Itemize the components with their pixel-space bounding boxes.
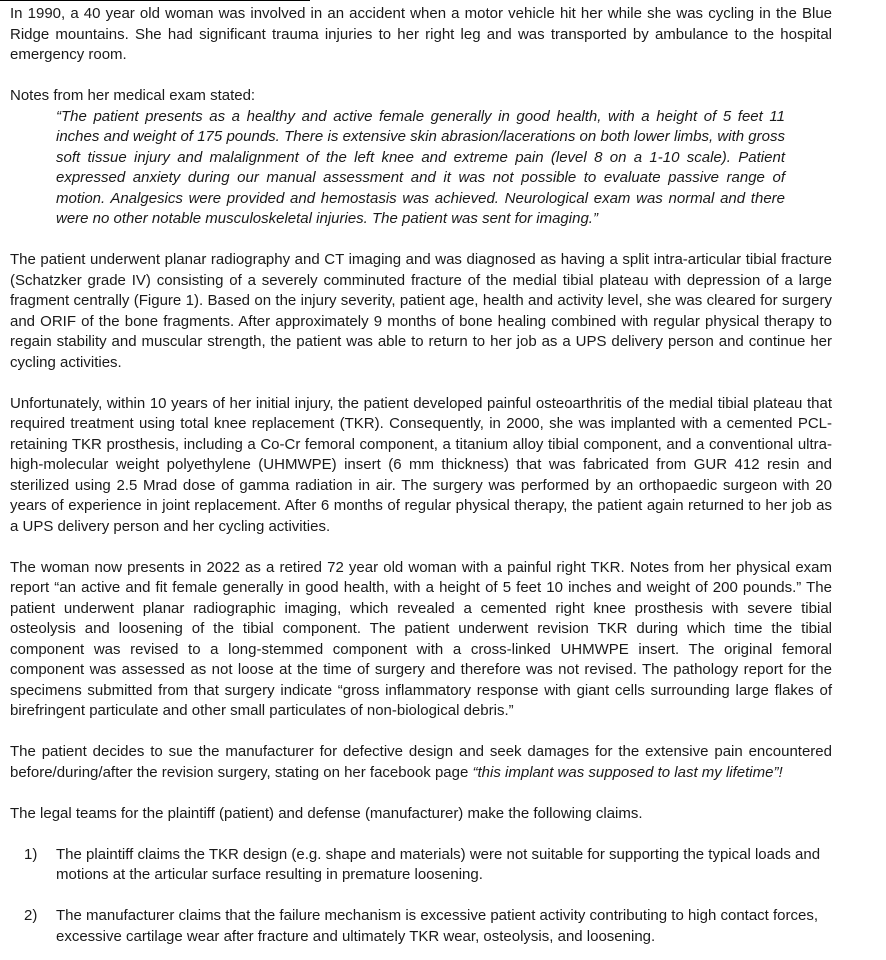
document-body: [10, 4, 832, 947]
revision-paragraph: The woman now presents in 2022 as a retired 72 year old woman with a painful right TKR. Notes from her physical exam report “an active and fit female generally in good health, with a height of 5 feet 10 inches and weight of 200 pounds.” The patient underwent planar radiographic imaging, which revealed a cemented right knee prosthesis with severe tibial osteolysis and loosening of the tibial component. The patient underwent revision TKR during which time the tibial component was revised to a long-stemmed component with a cross-linked UHMWPE insert. The original femoral component was assessed as not loose at the time of surgery and therefore was not revised. The pathology report for the specimens submitted from that surgery indicate “gross inflammatory response with giant cells surrounding large flakes of birefringent particulate and other small particulates of non-biological debris.”: [10, 558, 832, 719]
claim-number: 1): [24, 845, 38, 863]
lawsuit-text: The patient decides to sue the manufacturer for defective design and seek damages for the extensive pain encountered before/during/after the revision surgery, stating on her facebook page: [10, 743, 832, 781]
claim-number: 2): [24, 907, 38, 924]
claim-item: [10, 845, 832, 886]
medical-exam-quote: “The patient presents as a healthy and active female generally in good health, with a height of 5 feet 11 inches and weight of 175 pounds. There is extensive skin abrasion/lacerations on both lower limbs, with gross soft tissue injury and malalignment of the left knee and extreme pain (level 8 on a 1-10 scale). Patient expressed anxiety during our manual assessment and it was not possible to evaluate passive range of motion. Analgesics were provided and hemostasis was achieved. Neurological exam was normal and there were no other notable musculoskeletal injuries. The patient was sent for imaging.”: [56, 107, 785, 227]
tkr-paragraph: Unfortunately, within 10 years of her initial injury, the patient developed painful osteoarthritis of the medial tibial plateau that required treatment using total knee replacement (TKR). Consequently, in 2000, she was implanted with a cemented PCL-retaining TKR prosthesis, including a Co-Cr femoral component, a titanium alloy tibial component, and a conventional ultra-high-molecular weight polyethylene (UHMWPE) insert (6 mm thickness) that was fabricated from GUR 412 resin and sterilized using 2.5 Mrad dose of gamma radiation in air. The surgery was performed by an orthopaedic surgeon with 20 years of experience in joint replacement. After 6 months of regular physical therapy, the patient again returned to her job as a UPS delivery person and her cycling activities.: [10, 394, 832, 535]
diagnosis-paragraph: The patient underwent planar radiography and CT imaging and was diagnosed as having a split intra-articular tibial fracture (Schatzker grade IV) consisting of a severely comminuted fracture of the medial tibial plateau with depression of a large fragment centrally (Figure 1). Based on the injury severity, patient age, health and activity level, she was cleared for surgery and ORIF of the bone fragments. After approximately 9 months of bone healing combined with regular physical therapy to regain stability and muscular strength, the patient was able to return to her job as a UPS delivery person and continue her cycling activities.: [10, 251, 832, 371]
notes-label: Notes from her medical exam stated:: [10, 87, 256, 104]
claim-item: [10, 906, 832, 947]
lawsuit-quote: “this implant was supposed to last my lifetime”!: [472, 763, 783, 781]
intro-paragraph: In 1990, a 40 year old woman was involved in an accident when a motor vehicle hit her while she was cycling in the Blue Ridge mountains. She had significant trauma injuries to her right leg and was transported by ambulance to the hospital emergency room.: [10, 5, 832, 63]
header-rule: [0, 0, 310, 1]
lawsuit-paragraph: [10, 742, 832, 783]
claims-intro: The legal teams for the plaintiff (patient) and defense (manufacturer) make the following claims.: [10, 804, 643, 822]
claim-text: The plaintiff claims the TKR design (e.g. shape and materials) were not suitable for supporting the typical loads and motions at the articular surface resulting in premature loosening.: [56, 845, 821, 883]
claim-text: The manufacturer claims that the failure mechanism is excessive patient activity contributing to high contact forces, excessive cartilage wear after fracture and ultimately TKR wear, osteolysis, and loosening.: [56, 907, 819, 945]
